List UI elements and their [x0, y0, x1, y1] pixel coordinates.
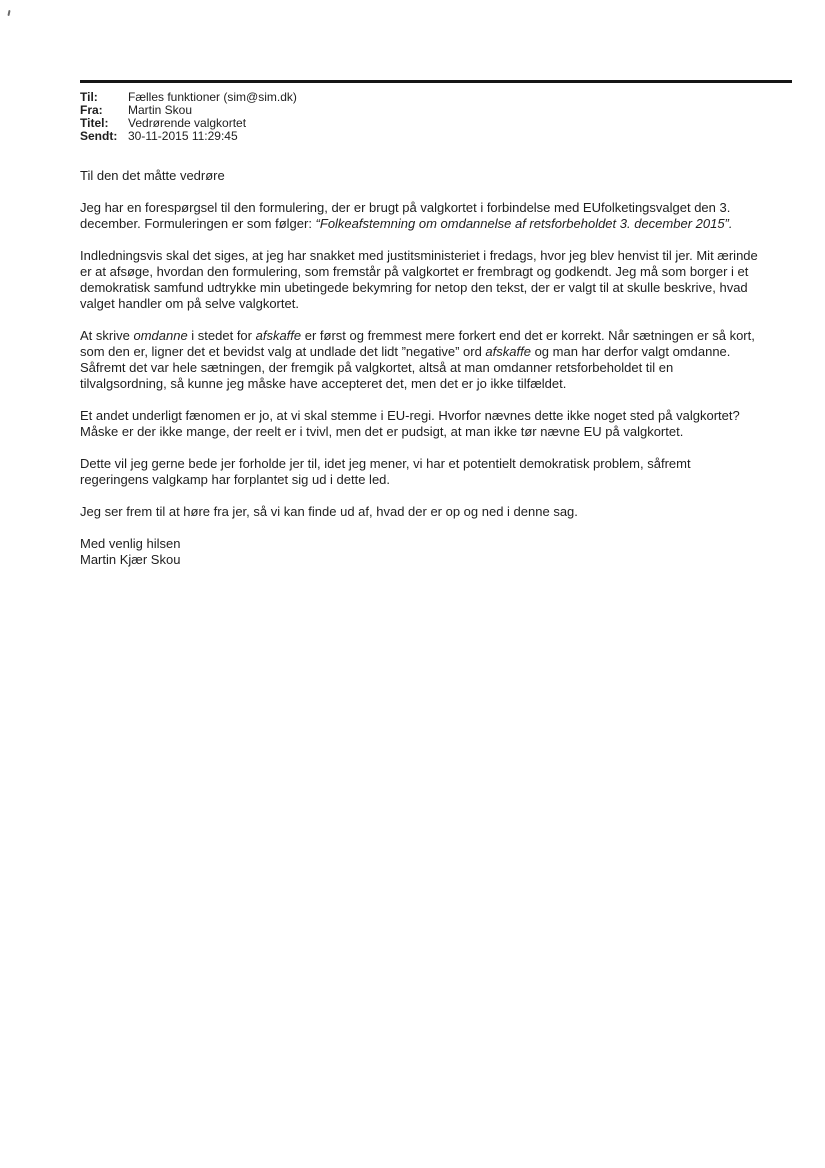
text-segment: i stedet for — [187, 328, 256, 343]
scan-artifact-mark — [7, 10, 10, 16]
paragraph — [80, 248, 762, 312]
header-value-til: Fælles funktioner (sim@sim.dk) — [128, 90, 297, 104]
text-segment: omdanne — [133, 328, 188, 343]
paragraph — [80, 456, 762, 488]
text-segment: Jeg ser frem til at høre fra jer, så vi kan finde ud af, hvad der er op og ned i denne sag. — [80, 504, 578, 519]
header-value-sendt: 30-11-2015 11:29:45 — [128, 129, 238, 143]
text-segment: Et andet underligt fænomen er jo, at vi skal stemme i EU-regi. Hvorfor nævnes dette ikke noget sted på valgkortet? Måske er der ikke mange, der reelt er i tvivl, men det er pudsigt, at man ikke tør nævne EU på valgkortet. — [80, 408, 740, 439]
paragraph — [80, 536, 762, 568]
text-segment: Indledningsvis skal det siges, at jeg har snakket med justitsministeriet i fredags, hvor jeg blev henvist til jer. Mit ærinde er at afsøge, hvordan den formulering, som fremstår på valgkortet er frembragt og godkendt. Jeg må som borger i et demokratisk samfund udtrykke min ubetingede bekymring for netop den tekst, der er valgt til at skulle beskrive, hvad valget handler om på selve valgkortet. — [80, 248, 758, 311]
text-segment: Martin Kjær Skou — [80, 552, 181, 567]
header-label-sendt: Sendt: — [80, 129, 118, 143]
paragraph — [80, 328, 762, 392]
text-segment: Til den det måtte vedrøre — [80, 168, 225, 183]
header-label-titel: Titel: — [80, 116, 109, 130]
text-segment: er først og fremmest mere forkert end det er korrekt. Når sætningen er så kort, som den er, ligner det et bevidst valg at undlade det lidt ”negative” ord — [80, 328, 755, 359]
text-segment: Jeg har en forespørgsel til den formulering, der er brugt på valgkortet i forbindelse med EUfolketingsvalget den 3. december. Formuleringen er som følger: — [80, 200, 731, 231]
paragraph — [80, 200, 762, 232]
header-divider — [80, 80, 792, 83]
header-label-til: Til: — [80, 90, 98, 104]
email-body — [80, 168, 762, 584]
paragraph — [80, 504, 762, 520]
text-segment: og man har derfor valgt omdanne. Såfremt det var hele sætningen, der fremgik på valgkortet, altså at man omdanner retsforbeholdet til en tilvalgsordning, så kunne jeg måske have accepteret det, men det er jo ikke tilfældet. — [80, 344, 731, 391]
email-header — [80, 91, 297, 143]
paragraph — [80, 408, 762, 440]
header-row-sendt — [80, 130, 297, 143]
text-segment: At skrive — [80, 328, 134, 343]
header-label-fra: Fra: — [80, 103, 103, 117]
text-segment: “Folkeafstemning om omdannelse af retsforbeholdet 3. december 2015”. — [315, 216, 733, 231]
text-segment: Med venlig hilsen — [80, 536, 181, 551]
header-value-fra: Martin Skou — [128, 103, 193, 117]
paragraph — [80, 168, 762, 184]
text-segment: afskaffe — [485, 344, 531, 359]
header-value-titel: Vedrørende valgkortet — [128, 116, 247, 130]
text-segment: Dette vil jeg gerne bede jer forholde jer til, idet jeg mener, vi har et potentielt demokratisk problem, såfremt regeringens valgkamp har forplantet sig ud i dette led. — [80, 456, 691, 487]
text-segment: afskaffe — [255, 328, 302, 343]
